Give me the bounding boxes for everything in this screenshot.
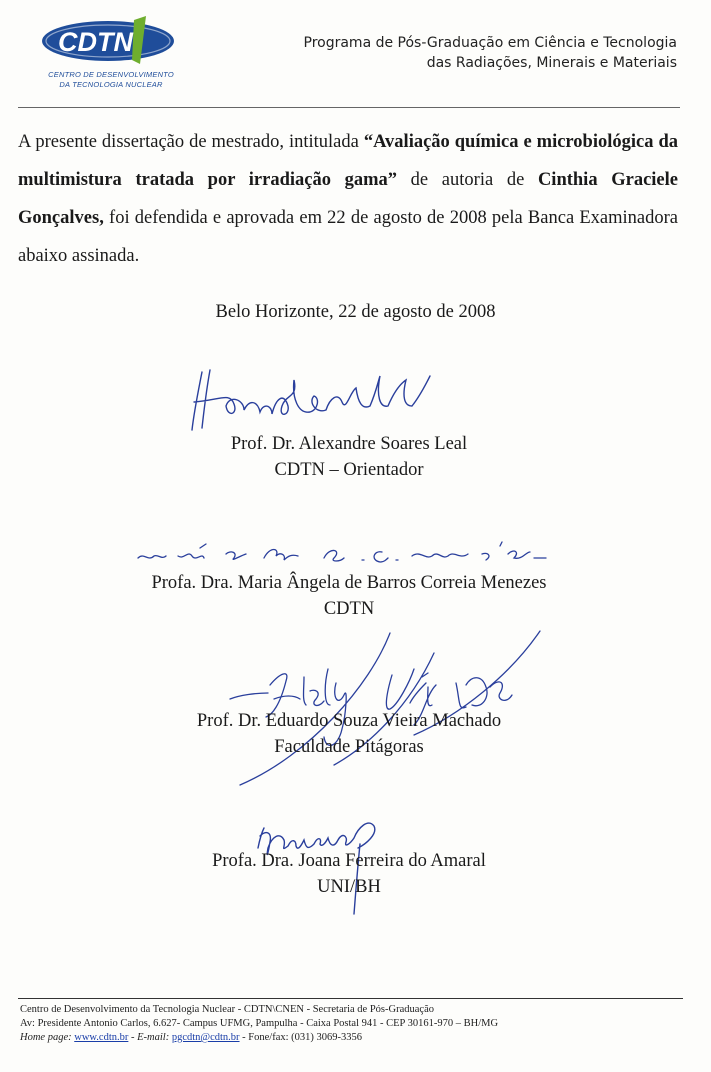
author-name: Cinthia Graciele Gonçalves,	[18, 170, 678, 228]
signatory-name: Prof. Dr. Eduardo Souza Vieira Machado	[196, 711, 502, 731]
signature-2	[130, 538, 550, 568]
signatory-2	[0, 570, 698, 622]
dissertation-title: “Avaliação química e microbiológica da multimistura tratada por irradiação gama”	[18, 132, 678, 190]
phone-text: - Fone/fax: (031) 3069-3356	[239, 1032, 363, 1043]
homepage-link[interactable]: www.cdtn.br	[74, 1032, 129, 1043]
approval-text: foi defendida e aprovada em 22 de agosto de 2008 pela Banca Examinadora abaixo assinada.	[18, 208, 678, 266]
declaration-paragraph	[18, 123, 678, 275]
logo-subtitle	[36, 70, 186, 90]
footer-line-2: Av: Presidente Antonio Carlos, 6.627- Campus UFMG, Pampulha - Caixa Postal 941 - CEP 30161-970 – BH/MG	[20, 1018, 499, 1029]
place-date: Belo Horizonte, 22 de agosto de 2008	[215, 302, 496, 322]
signatory-affiliation: CDTN – Orientador	[274, 460, 424, 480]
footer-separator: -	[128, 1032, 138, 1043]
signature-1	[180, 362, 450, 437]
footer-line-1: Centro de Desenvolvimento da Tecnologia Nuclear - CDTN\CNEN - Secretaria de Pós-Graduação	[20, 1004, 434, 1015]
cdtn-logo	[36, 14, 186, 94]
signatory-name: Profa. Dra. Joana Ferreira do Amaral	[212, 851, 486, 871]
signatory-name: Prof. Dr. Alexandre Soares Leal	[230, 434, 468, 454]
signatory-affiliation: CDTN	[323, 599, 375, 619]
signatory-name: Profa. Dra. Maria Ângela de Barros Correia Menezes	[151, 573, 547, 593]
footer-line-3	[20, 1031, 700, 1045]
logo-letters: CDTN	[58, 27, 133, 57]
signatory-1	[0, 431, 698, 483]
homepage-label: Home page:	[20, 1032, 72, 1043]
intro-text: A presente dissertação de mestrado, intitulada	[18, 132, 364, 152]
program-line-2: das Radiações, Minerais e Materiais	[426, 55, 677, 71]
cdtn-logo-mark	[36, 14, 186, 70]
footer	[20, 1003, 700, 1045]
program-line-1: Programa de Pós-Graduação em Ciência e Tecnologia	[303, 35, 677, 51]
signatory-affiliation: Faculdade Pitágoras	[274, 737, 424, 757]
logo-subtitle-line-1: CENTRO DE DESENVOLVIMENTO	[48, 70, 174, 79]
email-link[interactable]: pgcdtn@cdtn.br	[171, 1032, 240, 1043]
header-divider	[18, 107, 680, 108]
authorship-text: de autoria de	[397, 170, 538, 190]
footer-divider	[18, 998, 683, 999]
program-name	[304, 33, 678, 73]
signatory-affiliation: UNI/BH	[317, 877, 381, 897]
logo-subtitle-line-2: DA TECNOLOGIA NUCLEAR	[59, 80, 163, 89]
signatory-3	[0, 708, 698, 760]
email-label: E-mail:	[137, 1032, 170, 1043]
signatory-4	[0, 848, 698, 900]
